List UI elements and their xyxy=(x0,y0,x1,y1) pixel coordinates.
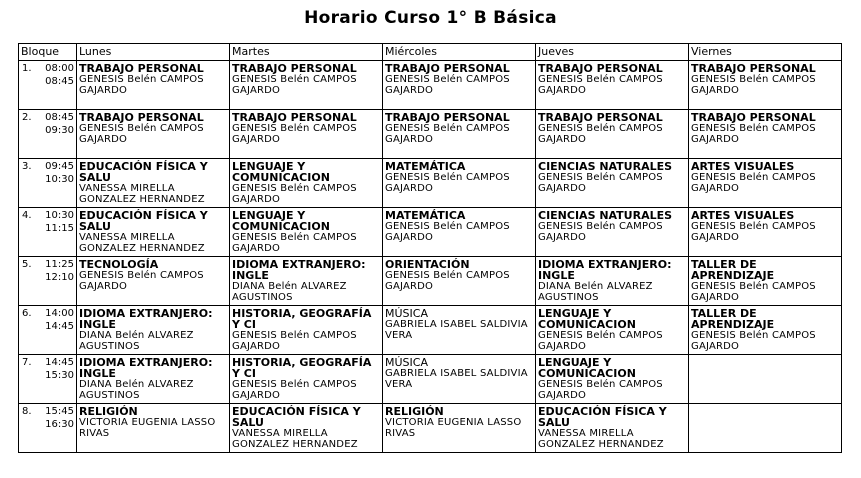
class-cell-monday xyxy=(77,208,230,257)
class-cell-thursday xyxy=(536,208,689,257)
class-cell-monday xyxy=(77,61,230,110)
class-cell-tuesday xyxy=(230,257,383,306)
block-end-time: 08:45 xyxy=(45,76,74,87)
schedule-row xyxy=(19,257,842,306)
teacher-name: GENESIS Belén CAMPOS GAJARDO xyxy=(79,270,204,292)
class-cell-wednesday xyxy=(383,306,536,355)
teacher-name: VANESSA MIRELLA GONZALEZ HERNANDEZ xyxy=(232,428,358,450)
subject-name: ORIENTACIÓN xyxy=(385,258,470,271)
subject-name: EDUCACIÓN FÍSICA Y SALU xyxy=(538,405,667,429)
subject-name: IDIOMA EXTRANJERO: INGLE xyxy=(232,258,366,282)
class-cell-tuesday xyxy=(230,208,383,257)
class-cell-friday xyxy=(689,159,842,208)
block-end-time: 11:15 xyxy=(45,223,74,234)
page-title: Horario Curso 1° B Básica xyxy=(304,8,557,28)
teacher-name: GABRIELA ISABEL SALDIVIA VERA xyxy=(385,368,528,390)
subject-name: TRABAJO PERSONAL xyxy=(79,62,204,75)
teacher-name: GENESIS Belén CAMPOS GAJARDO xyxy=(385,270,510,292)
block-times xyxy=(45,160,74,186)
subject-name: TRABAJO PERSONAL xyxy=(691,62,816,75)
block-times xyxy=(45,356,74,382)
subject-name: ARTES VISUALES xyxy=(691,209,795,222)
class-cell-friday xyxy=(689,355,842,404)
schedule-row xyxy=(19,110,842,159)
subject-name: CIENCIAS NATURALES xyxy=(538,160,673,173)
schedule-row xyxy=(19,355,842,404)
teacher-name: VICTORIA EUGENIA LASSO RIVAS xyxy=(79,417,216,439)
schedule-row xyxy=(19,404,842,453)
block-number: 6. xyxy=(22,308,32,319)
subject-name: TRABAJO PERSONAL xyxy=(385,62,510,75)
subject-name: TALLER DE APRENDIZAJE xyxy=(691,307,775,331)
column-header-thursday: Jueves xyxy=(536,44,689,61)
schedule-row xyxy=(19,208,842,257)
class-cell-thursday xyxy=(536,257,689,306)
class-cell-wednesday xyxy=(383,208,536,257)
subject-name: LENGUAJE Y COMUNICACION xyxy=(232,160,330,184)
subject-name: TRABAJO PERSONAL xyxy=(538,62,663,75)
teacher-name: GENESIS Belén CAMPOS GAJARDO xyxy=(232,232,357,254)
block-start-time: 14:45 xyxy=(45,357,74,368)
subject-name: TALLER DE APRENDIZAJE xyxy=(691,258,775,282)
class-cell-wednesday xyxy=(383,355,536,404)
column-header-friday: Viernes xyxy=(689,44,842,61)
teacher-name: DIANA Belén ALVAREZ AGUSTINOS xyxy=(79,379,194,401)
teacher-name: GENESIS Belén CAMPOS GAJARDO xyxy=(538,172,663,194)
teacher-name: GENESIS Belén CAMPOS GAJARDO xyxy=(232,330,357,352)
column-header-wednesday: Miércoles xyxy=(383,44,536,61)
block-end-time: 16:30 xyxy=(45,419,74,430)
class-cell-thursday xyxy=(536,159,689,208)
header-row xyxy=(19,44,842,61)
teacher-name: VANESSA MIRELLA GONZALEZ HERNANDEZ xyxy=(79,183,205,205)
column-header-monday: Lunes xyxy=(77,44,230,61)
block-start-time: 09:45 xyxy=(45,161,74,172)
subject-name: ARTES VISUALES xyxy=(691,160,795,173)
subject-name: MÚSICA xyxy=(385,307,428,320)
subject-name: MATEMÁTICA xyxy=(385,209,466,222)
teacher-name: DIANA Belén ALVAREZ AGUSTINOS xyxy=(232,281,347,303)
subject-name: CIENCIAS NATURALES xyxy=(538,209,673,222)
schedule-row xyxy=(19,61,842,110)
block-times xyxy=(45,307,74,333)
teacher-name: GENESIS Belén CAMPOS GAJARDO xyxy=(691,330,816,352)
block-end-time: 15:30 xyxy=(45,370,74,381)
teacher-name: GENESIS Belén CAMPOS GAJARDO xyxy=(691,74,816,96)
block-start-time: 08:00 xyxy=(45,63,74,74)
class-cell-friday xyxy=(689,110,842,159)
teacher-name: GENESIS Belén CAMPOS GAJARDO xyxy=(232,379,357,401)
teacher-name: GENESIS Belén CAMPOS GAJARDO xyxy=(691,172,816,194)
block-times xyxy=(45,405,74,431)
class-cell-tuesday xyxy=(230,110,383,159)
teacher-name: GENESIS Belén CAMPOS GAJARDO xyxy=(538,379,663,401)
class-cell-monday xyxy=(77,159,230,208)
class-cell-tuesday xyxy=(230,355,383,404)
class-cell-friday xyxy=(689,404,842,453)
subject-name: TRABAJO PERSONAL xyxy=(691,111,816,124)
block-cell xyxy=(19,306,77,355)
class-cell-tuesday xyxy=(230,404,383,453)
class-cell-friday xyxy=(689,306,842,355)
block-times xyxy=(45,111,74,137)
teacher-name: GENESIS Belén CAMPOS GAJARDO xyxy=(385,172,510,194)
block-number: 2. xyxy=(22,112,32,123)
block-start-time: 08:45 xyxy=(45,112,74,123)
teacher-name: GENESIS Belén CAMPOS GAJARDO xyxy=(232,183,357,205)
class-cell-wednesday xyxy=(383,404,536,453)
subject-name: LENGUAJE Y COMUNICACION xyxy=(538,356,636,380)
block-times xyxy=(45,62,74,88)
block-number: 8. xyxy=(22,406,32,417)
subject-name: TRABAJO PERSONAL xyxy=(385,111,510,124)
subject-name: RELIGIÓN xyxy=(79,405,138,418)
class-cell-wednesday xyxy=(383,110,536,159)
class-cell-friday xyxy=(689,208,842,257)
subject-name: TECNOLOGÍA xyxy=(79,258,159,271)
subject-name: MÚSICA xyxy=(385,356,428,369)
block-end-time: 14:45 xyxy=(45,321,74,332)
block-cell xyxy=(19,404,77,453)
block-cell xyxy=(19,61,77,110)
subject-name: IDIOMA EXTRANJERO: INGLE xyxy=(79,356,213,380)
teacher-name: GENESIS Belén CAMPOS GAJARDO xyxy=(691,281,816,303)
teacher-name: GENESIS Belén CAMPOS GAJARDO xyxy=(232,74,357,96)
class-cell-monday xyxy=(77,306,230,355)
teacher-name: VICTORIA EUGENIA LASSO RIVAS xyxy=(385,417,522,439)
subject-name: HISTORIA, GEOGRAFÍA Y CI xyxy=(232,356,372,380)
subject-name: RELIGIÓN xyxy=(385,405,444,418)
class-cell-tuesday xyxy=(230,159,383,208)
teacher-name: GENESIS Belén CAMPOS GAJARDO xyxy=(385,221,510,243)
subject-name: TRABAJO PERSONAL xyxy=(79,111,204,124)
schedule-row xyxy=(19,306,842,355)
class-cell-monday xyxy=(77,110,230,159)
subject-name: EDUCACIÓN FÍSICA Y SALU xyxy=(79,160,208,184)
class-cell-monday xyxy=(77,257,230,306)
block-number: 4. xyxy=(22,210,32,221)
block-start-time: 10:30 xyxy=(45,210,74,221)
column-header-tuesday: Martes xyxy=(230,44,383,61)
block-times xyxy=(45,209,74,235)
teacher-name: GENESIS Belén CAMPOS GAJARDO xyxy=(538,330,663,352)
block-end-time: 12:10 xyxy=(45,272,74,283)
block-start-time: 15:45 xyxy=(45,406,74,417)
class-cell-friday xyxy=(689,61,842,110)
teacher-name: GENESIS Belén CAMPOS GAJARDO xyxy=(385,123,510,145)
teacher-name: GENESIS Belén CAMPOS GAJARDO xyxy=(538,221,663,243)
subject-name: TRABAJO PERSONAL xyxy=(538,111,663,124)
teacher-name: DIANA Belén ALVAREZ AGUSTINOS xyxy=(538,281,653,303)
class-cell-monday xyxy=(77,355,230,404)
class-cell-wednesday xyxy=(383,61,536,110)
block-cell xyxy=(19,257,77,306)
subject-name: IDIOMA EXTRANJERO: INGLE xyxy=(538,258,672,282)
subject-name: TRABAJO PERSONAL xyxy=(232,62,357,75)
teacher-name: GENESIS Belén CAMPOS GAJARDO xyxy=(385,74,510,96)
class-cell-monday xyxy=(77,404,230,453)
teacher-name: GENESIS Belén CAMPOS GAJARDO xyxy=(538,74,663,96)
block-times xyxy=(45,258,74,284)
block-number: 3. xyxy=(22,161,32,172)
block-number: 1. xyxy=(22,63,32,74)
teacher-name: GENESIS Belén CAMPOS GAJARDO xyxy=(691,123,816,145)
class-cell-thursday xyxy=(536,61,689,110)
subject-name: HISTORIA, GEOGRAFÍA Y CI xyxy=(232,307,372,331)
teacher-name: GENESIS Belén CAMPOS GAJARDO xyxy=(79,74,204,96)
block-cell xyxy=(19,159,77,208)
subject-name: EDUCACIÓN FÍSICA Y SALU xyxy=(232,405,361,429)
teacher-name: VANESSA MIRELLA GONZALEZ HERNANDEZ xyxy=(538,428,664,450)
teacher-name: VANESSA MIRELLA GONZALEZ HERNANDEZ xyxy=(79,232,205,254)
schedule-row xyxy=(19,159,842,208)
block-start-time: 11:25 xyxy=(45,259,74,270)
class-cell-tuesday xyxy=(230,61,383,110)
class-cell-thursday xyxy=(536,110,689,159)
block-end-time: 09:30 xyxy=(45,125,74,136)
block-end-time: 10:30 xyxy=(45,174,74,185)
teacher-name: GENESIS Belén CAMPOS GAJARDO xyxy=(538,123,663,145)
subject-name: LENGUAJE Y COMUNICACION xyxy=(232,209,330,233)
class-cell-wednesday xyxy=(383,159,536,208)
schedule-table xyxy=(18,43,842,453)
class-cell-wednesday xyxy=(383,257,536,306)
subject-name: MATEMÁTICA xyxy=(385,160,466,173)
block-cell xyxy=(19,355,77,404)
class-cell-friday xyxy=(689,257,842,306)
teacher-name: GENESIS Belén CAMPOS GAJARDO xyxy=(232,123,357,145)
class-cell-tuesday xyxy=(230,306,383,355)
subject-name: TRABAJO PERSONAL xyxy=(232,111,357,124)
block-number: 7. xyxy=(22,357,32,368)
block-start-time: 14:00 xyxy=(45,308,74,319)
teacher-name: GABRIELA ISABEL SALDIVIA VERA xyxy=(385,319,528,341)
subject-name: EDUCACIÓN FÍSICA Y SALU xyxy=(79,209,208,233)
class-cell-thursday xyxy=(536,404,689,453)
subject-name: IDIOMA EXTRANJERO: INGLE xyxy=(79,307,213,331)
block-number: 5. xyxy=(22,259,32,270)
subject-name: LENGUAJE Y COMUNICACION xyxy=(538,307,636,331)
class-cell-thursday xyxy=(536,306,689,355)
class-cell-thursday xyxy=(536,355,689,404)
column-header-block: Bloque xyxy=(19,44,77,61)
block-cell xyxy=(19,110,77,159)
teacher-name: GENESIS Belén CAMPOS GAJARDO xyxy=(79,123,204,145)
block-cell xyxy=(19,208,77,257)
teacher-name: DIANA Belén ALVAREZ AGUSTINOS xyxy=(79,330,194,352)
teacher-name: GENESIS Belén CAMPOS GAJARDO xyxy=(691,221,816,243)
